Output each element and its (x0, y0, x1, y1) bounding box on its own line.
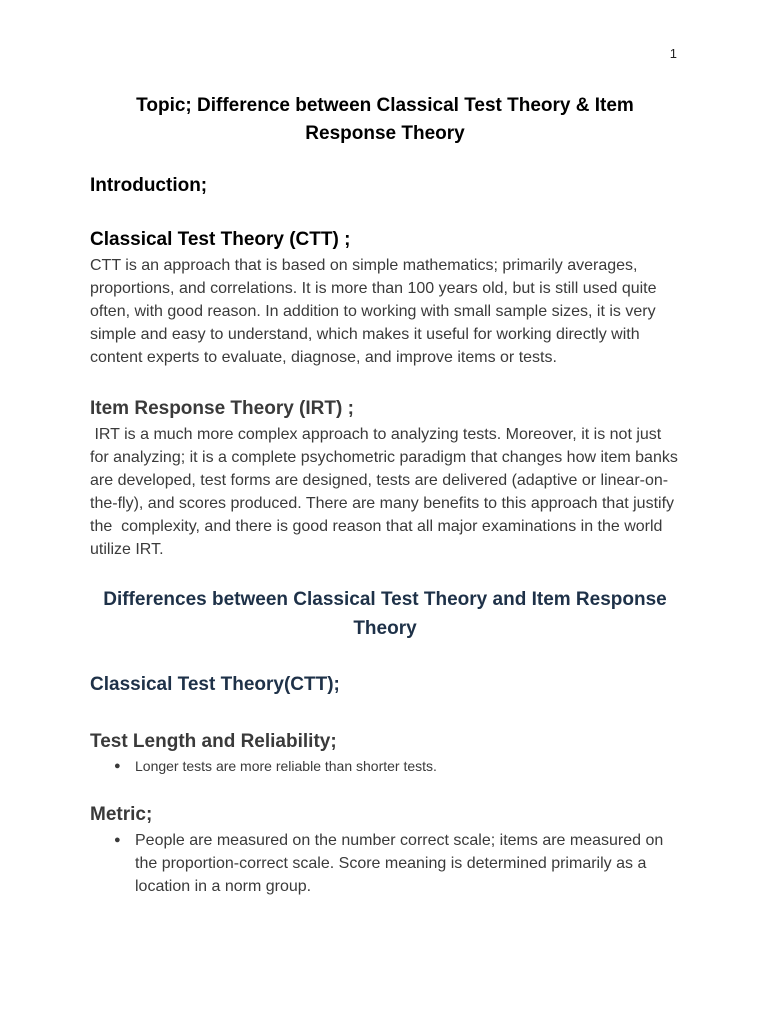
metric-heading: Metric; (90, 804, 153, 825)
introduction-heading: Introduction; (90, 175, 208, 196)
test-length-list (90, 756, 680, 776)
ctt-paragraph: CTT is an approach that is based on simple mathematics; primarily averages, proportions, and correlations. It is more than 100 years old, but is still used quite often, with good reason. In addition to working with small sample sizes, it is very simple and easy to understand, which makes it useful for working directly with content experts to evaluate, diagnose, and improve items or tests. (90, 257, 657, 366)
bullet-icon: ● (114, 834, 121, 846)
document-title: Topic; Difference between Classical Test Theory & Item Response Theory (136, 95, 634, 144)
bullet-icon: ● (114, 760, 121, 772)
list-item (114, 829, 680, 898)
list-item (114, 756, 680, 776)
test-length-heading: Test Length and Reliability; (90, 731, 337, 752)
irt-heading: Item Response Theory (IRT) ; (90, 398, 354, 419)
metric-list (90, 829, 680, 898)
differences-heading: Differences between Classical Test Theory and Item Response Theory (103, 589, 667, 639)
ctt-heading: Classical Test Theory (CTT) ; (90, 229, 351, 250)
ctt-subheading: Classical Test Theory(CTT); (90, 674, 340, 695)
document-content (90, 92, 683, 898)
irt-paragraph: IRT is a much more complex approach to analyzing tests. Moreover, it is not just for analyzing; it is a complete psychometric paradigm that changes how item banks are developed, test forms are designed, tests are delivered (adaptive or linear-on-the-fly), and scores produced. There are many benefits to this approach that justify the complexity, and there is good reason that all major examinations in the world utilize IRT. (90, 426, 683, 558)
list-item-text: Longer tests are more reliable than shorter tests. (135, 758, 437, 774)
list-item-text: People are measured on the number correct scale; items are measured on the proportion-correct scale. Score meaning is determined primarily as a location in a norm group. (135, 832, 664, 895)
page-number: 1 (669, 46, 677, 61)
